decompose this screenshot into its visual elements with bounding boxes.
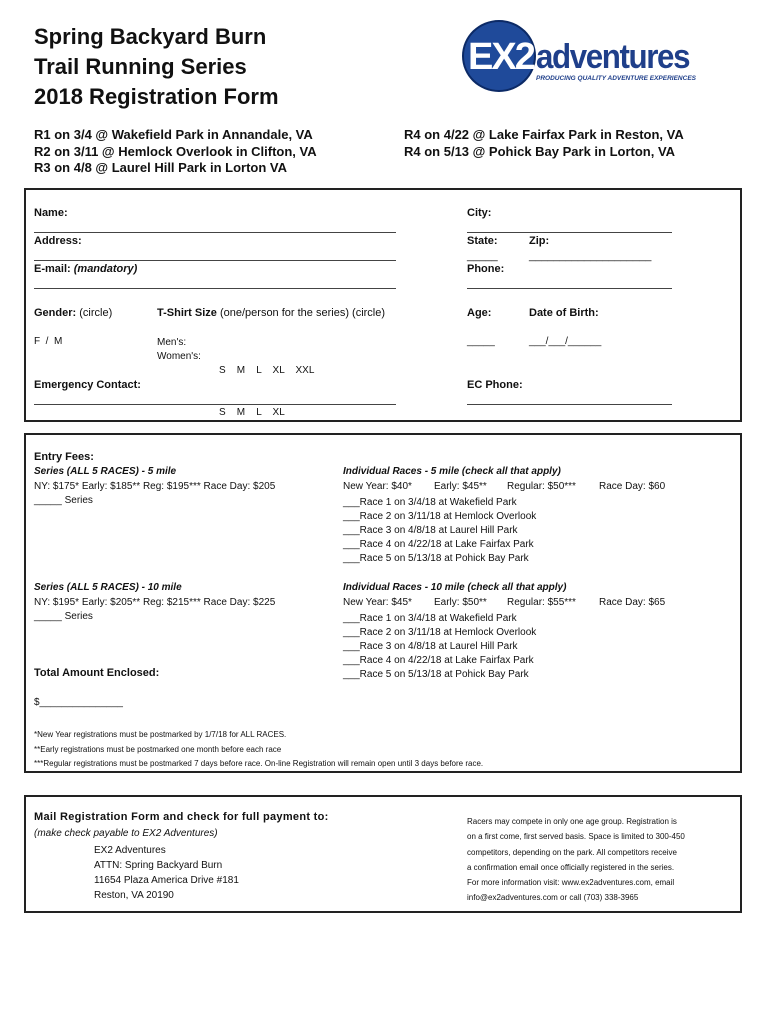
mens-sizes[interactable]: S M L XL XXL — [219, 365, 315, 376]
race-schedule-right — [404, 127, 684, 160]
series10-blank[interactable]: _____ Series — [34, 611, 93, 622]
race-line: R4 on 5/13 @ Pohick Bay Park in Lorton, VA — [404, 143, 676, 159]
dob-field[interactable]: ___/___/______ — [529, 336, 602, 347]
title-line: 2018 Registration Form — [34, 84, 279, 109]
womens-label: Women's: — [157, 351, 201, 362]
state-field[interactable]: _____ — [467, 250, 498, 262]
mail-heading: Mail Registration Form and check for full payment to: — [34, 811, 329, 823]
ind5-race-list — [343, 496, 536, 566]
ex2-logo — [462, 20, 702, 92]
tshirt-size-options[interactable] — [219, 336, 314, 448]
ind10-race-list — [343, 612, 536, 682]
ind10-price-regular: Regular: $55*** — [507, 597, 576, 608]
tshirt-size-labels — [157, 336, 201, 364]
mail-address-line: EX2 Adventures — [94, 845, 166, 856]
gender-label — [34, 307, 112, 319]
racer-info-line: info@ex2adventures.com or call (703) 338-3965 — [467, 893, 639, 903]
fee-note: *New Year registrations must be postmarked by 1/7/18 for ALL RACES. — [34, 730, 287, 739]
name-field[interactable] — [34, 232, 396, 233]
series5-title: Series (ALL 5 RACES) - 5 mile — [34, 466, 177, 477]
registrant-info-box — [24, 188, 742, 422]
racer-info-line: For more information visit: www.ex2adventures.com, email — [467, 878, 675, 888]
title-line: Trail Running Series — [34, 54, 247, 79]
ec-phone-label: EC Phone: — [467, 379, 523, 391]
race-line: R3 on 4/8 @ Laurel Hill Park in Lorton VA — [34, 160, 287, 175]
racer-info — [467, 814, 685, 906]
ind5-race-item[interactable]: ___Race 3 on 4/8/18 at Laurel Hill Park — [343, 525, 518, 536]
name-label: Name: — [34, 207, 68, 219]
entry-fees-box — [24, 433, 742, 773]
ind10-race-item[interactable]: ___Race 5 on 5/13/18 at Pohick Bay Park — [343, 669, 529, 680]
ind10-race-item[interactable]: ___Race 1 on 3/4/18 at Wakefield Park — [343, 613, 517, 624]
mail-check-note: (make check payable to EX2 Adventures) — [34, 828, 218, 839]
ind10-race-item[interactable]: ___Race 3 on 4/8/18 at Laurel Hill Park — [343, 641, 518, 652]
tshirt-label-note: (one/person for the series) (circle) — [219, 307, 386, 319]
logo-adventures-text: adventures — [536, 38, 690, 76]
race-schedule-left — [34, 127, 317, 177]
logo-ex2-text: EX2 — [468, 36, 534, 78]
phone-label: Phone: — [467, 263, 505, 275]
fee-note: **Early registrations must be postmarked one month before each race — [34, 744, 282, 754]
mail-address-line: Reston, VA 20190 — [94, 890, 174, 901]
mail-address-line: ATTN: Spring Backyard Burn — [94, 860, 223, 871]
emergency-contact-label: Emergency Contact: — [34, 379, 141, 391]
ind5-price-early: Early: $45** — [434, 481, 487, 492]
ec-phone-field[interactable] — [467, 404, 672, 405]
race-line: R2 on 3/11 @ Hemlock Overlook in Clifton, VA — [34, 143, 317, 159]
ind10-title: Individual Races - 10 mile (check all that apply) — [343, 582, 567, 593]
phone-field[interactable] — [467, 288, 672, 289]
zip-field[interactable]: ____________________ — [529, 250, 652, 262]
age-label: Age: — [467, 307, 492, 319]
dob-label: Date of Birth: — [529, 307, 599, 319]
series5-blank[interactable]: _____ Series — [34, 495, 93, 506]
emergency-contact-field[interactable] — [34, 404, 396, 405]
city-label: City: — [467, 207, 492, 219]
gender-label-note: (circle) — [79, 307, 113, 319]
zip-label: Zip: — [529, 235, 550, 247]
address-label: Address: — [34, 235, 82, 247]
total-amount-label: Total Amount Enclosed: — [34, 667, 160, 679]
ind5-price-ny: New Year: $40* — [343, 481, 412, 492]
ind5-race-item[interactable]: ___Race 5 on 5/13/18 at Pohick Bay Park — [343, 553, 529, 564]
ind5-race-item[interactable]: ___Race 4 on 4/22/18 at Lake Fairfax Park — [343, 539, 534, 550]
age-field[interactable]: _____ — [467, 336, 495, 347]
city-field[interactable] — [467, 232, 672, 233]
racer-info-line: a confirmation email once officially registered in the series. — [467, 862, 675, 872]
state-label: State: — [467, 235, 498, 247]
ind5-race-item[interactable]: ___Race 2 on 3/11/18 at Hemlock Overlook — [343, 511, 537, 522]
email-field[interactable] — [34, 288, 396, 289]
email-label — [34, 263, 137, 275]
ind10-price-ny: New Year: $45* — [343, 597, 412, 608]
ind10-price-early: Early: $50** — [434, 597, 487, 608]
mail-address — [94, 843, 239, 903]
racer-info-line: Racers may compete in only one age group. Registration is — [467, 817, 677, 826]
email-label-text: E-mail: — [34, 263, 71, 275]
form-title — [34, 22, 279, 112]
mail-address-line: 11654 Plaza America Drive #181 — [94, 875, 239, 886]
title-line: Spring Backyard Burn — [34, 24, 267, 49]
ind5-race-item[interactable]: ___Race 1 on 3/4/18 at Wakefield Park — [343, 497, 517, 508]
series10-title: Series (ALL 5 RACES) - 10 mile — [34, 582, 182, 593]
mens-label: Men's: — [157, 337, 187, 348]
racer-info-line: competitors, depending on the park. All competitors receive — [467, 847, 677, 857]
address-field[interactable] — [34, 260, 396, 261]
race-line: R4 on 4/22 @ Lake Fairfax Park in Reston, VA — [404, 127, 684, 142]
ind5-price-raceday: Race Day: $60 — [599, 481, 666, 492]
series5-prices: NY: $175* Early: $185** Reg: $195*** Race Day: $205 — [34, 481, 276, 492]
ind10-price-raceday: Race Day: $65 — [599, 597, 666, 608]
fee-note: ***Regular registrations must be postmarked 7 days before race. On-line Registration will remain open until 3 days before race. — [34, 759, 484, 768]
total-amount-field[interactable]: $_______________ — [34, 697, 123, 708]
racer-info-line: on a first come, first served basis. Space is limited to 300-450 — [467, 832, 685, 842]
entry-fees-heading: Entry Fees: — [34, 451, 94, 463]
tshirt-label — [157, 307, 385, 319]
ind10-race-item[interactable]: ___Race 2 on 3/11/18 at Hemlock Overlook — [343, 627, 537, 638]
womens-sizes[interactable]: S M L XL — [219, 407, 285, 418]
gender-options[interactable]: F / M — [34, 336, 63, 347]
ind5-price-regular: Regular: $50*** — [507, 481, 576, 492]
fee-notes — [34, 728, 483, 772]
ind10-race-item[interactable]: ___Race 4 on 4/22/18 at Lake Fairfax Park — [343, 655, 534, 666]
mail-registration-box — [24, 795, 742, 913]
logo-tagline: PRODUCING QUALITY ADVENTURE EXPERIENCES — [536, 75, 696, 82]
ind5-title: Individual Races - 5 mile (check all that apply) — [343, 466, 561, 477]
series10-prices: NY: $195* Early: $205** Reg: $215*** Race Day: $225 — [34, 597, 276, 608]
email-mandatory-note: (mandatory) — [73, 263, 138, 275]
race-line: R1 on 3/4 @ Wakefield Park in Annandale, VA — [34, 127, 313, 142]
tshirt-label-text: T-Shirt Size — [157, 307, 217, 319]
gender-label-text: Gender: — [34, 307, 77, 319]
